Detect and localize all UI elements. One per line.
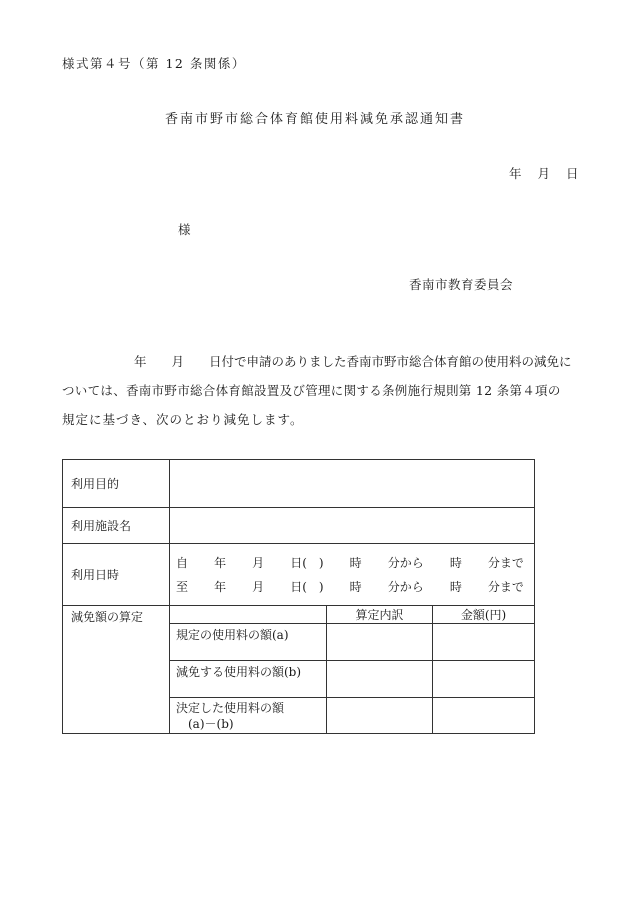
date-month: 月 [537,166,551,181]
to-marker: 至 [176,579,189,594]
calc-row-final-amount [433,698,535,734]
from-year: 年 [214,555,227,570]
reduction-table [62,459,535,734]
purpose-value [170,460,535,508]
final-label-line2: (a)－(b) [188,716,234,731]
document-title: 香南市野市総合体育館使用料減免承認通知書 [164,112,465,127]
calc-row-final-label [170,698,327,734]
calc-header-breakdown: 算定内訳 [327,606,433,624]
final-label-line1: 決定した使用料の額 [176,700,285,715]
datetime-value [170,544,535,606]
calc-label: 減免額の算定 [63,606,170,734]
addressee-suffix: 様 [178,222,191,237]
to-hour: 時 [449,555,462,570]
datetime-from [176,551,528,575]
from-minute: 分から [387,555,424,570]
to-day: 日( ) [290,579,324,594]
calc-row-final-breakdown [327,698,433,734]
body-text-line2: ついては、香南市野市総合体育館設置及び管理に関する条例施行規則第 12 条第４項の [62,383,561,398]
issue-date [509,164,579,182]
from-day: 日( ) [290,555,324,570]
calc-header-row [63,606,535,624]
purpose-label: 利用目的 [63,460,170,508]
to-hour-until: 時 [449,579,462,594]
to-year: 年 [214,579,227,594]
facility-row [63,508,535,544]
to-hour-from: 時 [349,579,362,594]
datetime-label: 利用日時 [63,544,170,606]
to-minute: 分まで [487,555,524,570]
facility-label: 利用施設名 [63,508,170,544]
calc-row-a-breakdown [327,624,433,661]
from-month: 月 [252,555,265,570]
issuer-name: 香南市教育委員会 [409,277,514,292]
to-minute-until: 分まで [487,579,524,594]
calc-row-a-label: 規定の使用料の額(a) [170,624,327,661]
datetime-to [176,575,528,599]
body-text-line3: 規定に基づき、次のとおり減免します。 [62,412,304,427]
date-day: 日 [566,166,579,181]
to-month: 月 [252,579,265,594]
calc-header-amount: 金額(円) [433,606,535,624]
body-text-line1: 年 月 日付で申請のありました香南市野市総合体育館の使用料の減免に [134,354,572,369]
facility-value [170,508,535,544]
calc-row-b-amount [433,661,535,698]
calc-row-b-breakdown [327,661,433,698]
form-number: 様式第４号（第 12 条関係） [62,56,246,71]
datetime-row [63,544,535,606]
calc-row-b-label: 減免する使用料の額(b) [170,661,327,698]
from-hour: 時 [349,555,362,570]
calc-header-blank [170,606,327,624]
to-minute-from: 分から [387,579,424,594]
calc-row-a-amount [433,624,535,661]
from-marker: 自 [176,555,189,570]
purpose-row [63,460,535,508]
date-year: 年 [509,166,522,181]
